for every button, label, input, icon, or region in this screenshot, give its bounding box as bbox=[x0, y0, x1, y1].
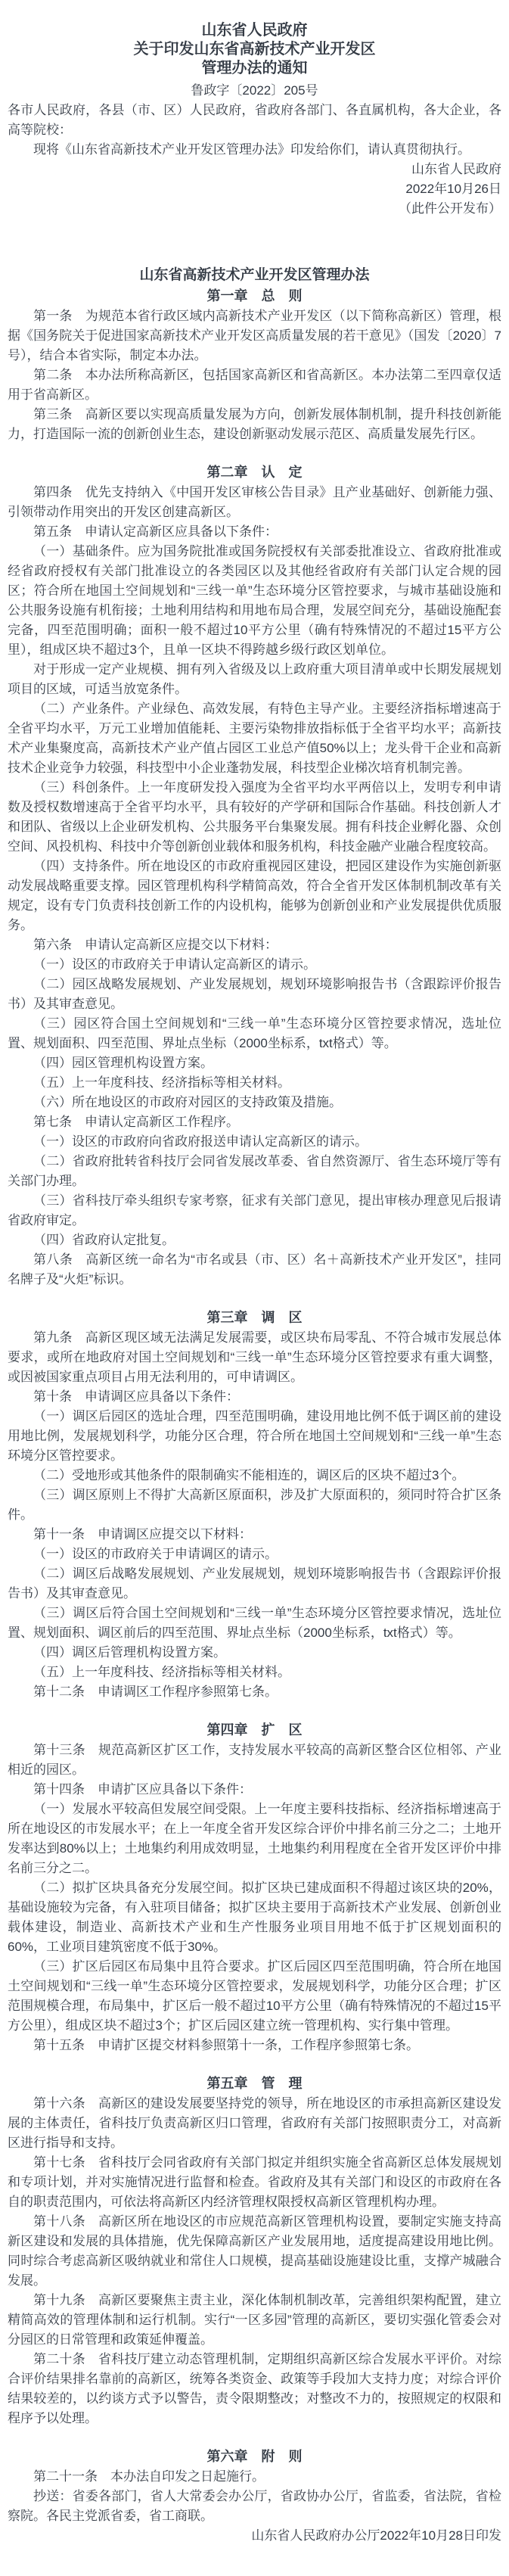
law-paragraph: （三）园区符合国土空间规划和“三线一单”生态环境分区管控要求情况，选址位置、规划面积、四至范围、界址点坐标（2000坐标系，txt格式）等。 bbox=[8, 1016, 501, 1050]
law-paragraph: （一）基础条件。应为国务院批准或国务院授权有关部委批准设立、省政府批准或经省政府授权有关部门批准设立的各类园区以及其他经省政府有关部门认定合规的园区；符合所在地国土空间规划和“三线一单”生态环境分区管控要求，与城市基础设施和公共服务设施有机衔接；土地利用结构和用地布局合理，发展空间充分，基础设施配套完备，四至范围明确；面积一般不超过10平方公里（确有特殊情况的不超过15平方公里），组成区块不超过3个，且单一区块不得跨越乡级行政区划单位。 bbox=[8, 544, 501, 657]
law-paragraph: 第六条 申请认定高新区应提交以下材料： bbox=[33, 938, 278, 952]
law-paragraph: （二）园区战略发展规划、产业发展规划，规划环境影响报告书（含跟踪评价报告书）及其审查意见。 bbox=[8, 977, 501, 1011]
law-paragraph: （一）发展水平较高但发展空间受限。上一年度主要科技指标、经济指标增速高于所在地设区的市发展水平；在上一年度全省开发区综合评价中排名前三分之二；土地开发率达到80%以上；土地集约利用成效明显，土地集约利用程度在全省开发区评价中排名前三分之二。 bbox=[8, 1802, 501, 1875]
law-paragraph: （二）产业条件。产业绿色、高效发展，有特色主导产业。主要经济指标增速高于全省平均水平，万元工业增加值能耗、主要污染物排放指标低于全省平均水平；高新技术产业集聚度高，高新技术产业产值占园区工业总产值50%以上；龙头骨干企业和高新技术企业竞争力较强，科技型中小企业蓬勃发展，科技型企业梯次培育机制完善。 bbox=[8, 702, 501, 775]
law-paragraph: 第二十条 省科技厅建立动态管理机制，定期组织高新区综合发展水平评价。对综合评价结果排名靠前的高新区，统筹各类资金、政策等手段加大支持力度；对综合评价结果较差的，以约谈方式予以警告，责令限期整改；对整改不力的，按照规定的权限和程序予以处理。 bbox=[8, 2352, 501, 2425]
law-paragraph: （三）调区后符合国土空间规划和“三线一单”生态环境分区管控要求情况，选址位置、规划面积、调区前后的四至范围、界址点坐标（2000坐标系，txt格式）等。 bbox=[8, 1606, 501, 1640]
law-paragraph: （一）设区的市政府关于申请认定高新区的请示。 bbox=[33, 957, 316, 972]
law-paragraph: 第十二条 申请调区工作程序参照第七条。 bbox=[33, 1685, 278, 1699]
law-paragraph: 第二十一条 本办法自印发之日起施行。 bbox=[33, 2469, 265, 2484]
chapters-container bbox=[8, 286, 501, 2487]
chapter-heading: 第三章 调 区 bbox=[206, 1310, 303, 1325]
law-paragraph: （五）上一年度科技、经济指标等相关材料。 bbox=[33, 1665, 290, 1679]
law-paragraph: （四）支持条件。所在地设区的市政府重视园区建设，把园区建设作为实施创新驱动发展战略重要支撑。园区管理机构科学精简高效，符合全省开发区体制机制改革有关规定，设有专门负责科技创新工作的内设机构，能够为创新创业和产业发展提供优质服务。 bbox=[8, 859, 501, 932]
notice-title-line-2: 关于印发山东省高新技术产业开发区 bbox=[133, 41, 376, 58]
law-paragraph: 第十六条 高新区的建设发展要坚持党的领导，所在地设区的市承担高新区建设发展的主体责任，省科技厅负责高新区归口管理，省政府有关部门按照职责分工，对高新区进行指导和支持。 bbox=[8, 2096, 501, 2150]
law-paragraph: （二）受地形或其他条件的限制确实不能相连的，调区后的区块不超过3个。 bbox=[33, 1468, 465, 1482]
law-paragraph: 第四条 优先支持纳入《中国开发区审核公告目录》且产业基础好、创新能力强、引领带动作用突出的开发区创建高新区。 bbox=[8, 485, 501, 519]
law-paragraph: （一）设区的市政府向省政府报送申请认定高新区的请示。 bbox=[33, 1134, 368, 1149]
law-paragraph: （五）上一年度科技、经济指标等相关材料。 bbox=[33, 1075, 290, 1090]
notice-title-line-1: 山东省人民政府 bbox=[201, 22, 308, 39]
law-paragraph: （一）调区后园区的选址合理，四至范围明确，建设用地比例不低于调区前的建设用地比例，发展规划科学，功能分区合理，符合所在地国土空间规划和“三线一单”生态环境分区管控要求。 bbox=[8, 1409, 501, 1463]
law-paragraph: 第十三条 规范高新区扩区工作，支持发展水平较高的高新区整合区位相邻、产业相近的园区。 bbox=[8, 1743, 501, 1777]
law-paragraph: 对于形成一定产业规模、拥有列入省级及以上政府重大项目清单或中长期发展规划项目的区域，可适当放宽条件。 bbox=[8, 662, 501, 696]
law-paragraph: 第十四条 申请扩区应具备以下条件： bbox=[33, 1782, 252, 1797]
footer-block bbox=[8, 2487, 501, 2546]
issue-info: 山东省人民政府办公厅2022年10月28日印发 bbox=[251, 2528, 501, 2543]
law-paragraph: （二）调区后战略发展规划、产业发展规划，规划环境影响报告书（含跟踪评价报告书）及其审查意见。 bbox=[8, 1566, 501, 1601]
chapter-heading: 第五章 管 理 bbox=[206, 2076, 303, 2091]
law-paragraph: （三）省科技厅牵头组织专家考察，征求有关部门意见，提出审核办理意见后报请省政府审定。 bbox=[8, 1193, 501, 1227]
chapter-heading: 第二章 认 定 bbox=[206, 465, 303, 480]
law-paragraph: 第七条 申请认定高新区工作程序。 bbox=[33, 1115, 239, 1129]
law-paragraph: 第二条 本办法所称高新区，包括国家高新区和省高新区。本办法第二至四章仅适用于省高新区。 bbox=[8, 368, 501, 402]
doc-number: 鲁政字〔2022〕205号 bbox=[191, 83, 318, 98]
law-paragraph: 第十八条 高新区所在地设区的市应规范高新区管理机构设置，要制定实施支持高新区建设和发展的具体措施，优先保障高新区产业发展用地，适度提高建设用地比例。同时综合考虑高新区吸纳就业和常住人口规模，提高基础设施建设比重，支撑产城融合发展。 bbox=[8, 2214, 501, 2288]
notice-title-line-3: 管理办法的通知 bbox=[201, 60, 308, 76]
cc-note: 抄送：省委各部门，省人大常委会办公厅，省政协办公厅，省监委，省法院，省检察院。各民主党派省委，省工商联。 bbox=[8, 2489, 501, 2523]
law-paragraph: 第九条 高新区现区域无法满足发展需要，或区块布局零乱、不符合城市发展总体要求，或所在地政府对国土空间规划和“三线一单”生态环境分区管控要求有重大调整，或因被国家重点项目占用无法利用的，可申请调区。 bbox=[8, 1330, 501, 1384]
law-paragraph: 第十七条 省科技厅会同省政府有关部门拟定并组织实施全省高新区总体发展规划和专项计划，并对实施情况进行监督和检查。省政府及其有关部门和设区的市政府在各自的职责范围内，可依法将高新区内经济管理权限授权高新区管理机构办理。 bbox=[8, 2155, 501, 2209]
measures-title: 山东省高新技术产业开发区管理办法 bbox=[139, 267, 370, 283]
law-paragraph: 第五条 申请认定高新区应具备以下条件： bbox=[33, 524, 278, 539]
public-release-note: （此件公开发布） bbox=[399, 201, 501, 216]
law-paragraph: （四）省政府认定批复。 bbox=[33, 1233, 175, 1247]
law-paragraph: 第十条 申请调区应具备以下条件： bbox=[33, 1389, 239, 1404]
chapter-heading: 第六章 附 则 bbox=[206, 2449, 303, 2464]
law-paragraph: 第一条 为规范本省行政区域内高新技术产业开发区（以下简称高新区）管理，根据《国务院关于促进国家高新技术产业开发区高质量发展的若干意见》（国发〔2020〕7号），结合本省实际，制定本办法。 bbox=[8, 309, 501, 362]
law-paragraph: 第十九条 高新区要聚焦主责主业，深化体制机制改革，完善组织架构配置，建立精简高效的管理体制和运行机制。实行“一区多园”管理的高新区，要切实强化管委会对分园区的日常管理和政策延伸覆盖。 bbox=[8, 2293, 501, 2347]
law-paragraph: （一）设区的市政府关于申请调区的请示。 bbox=[33, 1547, 278, 1561]
chapter-heading: 第一章 总 则 bbox=[206, 288, 303, 303]
law-paragraph: （三）扩区后园区布局集中且符合要求。扩区后园区四至范围明确，符合所在地国土空间规划和“三线一单”生态环境分区管控要求，发展规划科学，功能分区合理；扩区范围规模合理，布局集中，扩区后一般不超过10平方公里（确有特殊情况的不超过15平方公里），组成区块不超过3个；扩区后园区建立统一管理机构、实行集中管理。 bbox=[8, 1959, 501, 2033]
law-paragraph: （二）拟扩区块具备充分发展空间。拟扩区块已建成面积不得超过该区块的20%，基础设施较为完备，有入驻项目储备；拟扩区块主要用于高新技术产业发展、创新创业载体建设，制造业、高新技术产业和生产性服务业项目用地不低于扩区规划面积的60%，工业项目建筑密度不低于30%。 bbox=[8, 1881, 501, 1954]
law-paragraph: （四）园区管理机构设置方案。 bbox=[33, 1056, 213, 1070]
law-paragraph: 第三条 高新区要以实现高质量发展为方向，创新发展体制机制，提升科技创新能力，打造国际一流的创新创业生态，建设创新驱动发展示范区、高质量发展先行区。 bbox=[8, 407, 501, 441]
law-paragraph: 第八条 高新区统一命名为“市名或县（市、区）名＋高新技术产业开发区”，挂同名牌子及“火炬”标识。 bbox=[8, 1252, 501, 1286]
signature-date: 2022年10月26日 bbox=[405, 182, 501, 196]
salutation: 各市人民政府，各县（市、区）人民政府，省政府各部门、各直属机构，各大企业，各高等院校： bbox=[8, 103, 501, 137]
chapter-heading: 第四章 扩 区 bbox=[206, 1722, 303, 1738]
law-paragraph: （三）科创条件。上一年度研发投入强度为全省平均水平两倍以上，发明专利申请数及授权数增速高于全省平均水平，具有较好的产学研和国际合作基础。科技创新人才和团队、省级以上企业研发机构、公共服务平台集聚发展。拥有科技企业孵化器、众创空间、风投机构、科技中介等创新创业载体和服务机构，科技金融产业融合程度较高。 bbox=[8, 780, 501, 854]
law-paragraph: （二）省政府批转省科技厅会同省发展改革委、省自然资源厅、省生态环境厅等有关部门办理。 bbox=[8, 1154, 501, 1188]
signature-issuer: 山东省人民政府 bbox=[411, 162, 501, 176]
law-paragraph: 第十一条 申请调区应提交以下材料： bbox=[33, 1527, 252, 1542]
law-paragraph: （四）调区后管理机构设置方案。 bbox=[33, 1645, 226, 1660]
law-paragraph: （三）调区原则上不得扩大高新区原面积，涉及扩大原面积的，须同时符合扩区条件。 bbox=[8, 1488, 501, 1522]
law-paragraph: 第十五条 申请扩区提交材料参照第十一条，工作程序参照第七条。 bbox=[33, 2038, 419, 2052]
law-paragraph: （六）所在地设区的市政府对园区的支持政策及措施。 bbox=[33, 1095, 342, 1109]
notice-body: 现将《山东省高新技术产业开发区管理办法》印发给你们，请认真贯彻执行。 bbox=[33, 142, 470, 157]
